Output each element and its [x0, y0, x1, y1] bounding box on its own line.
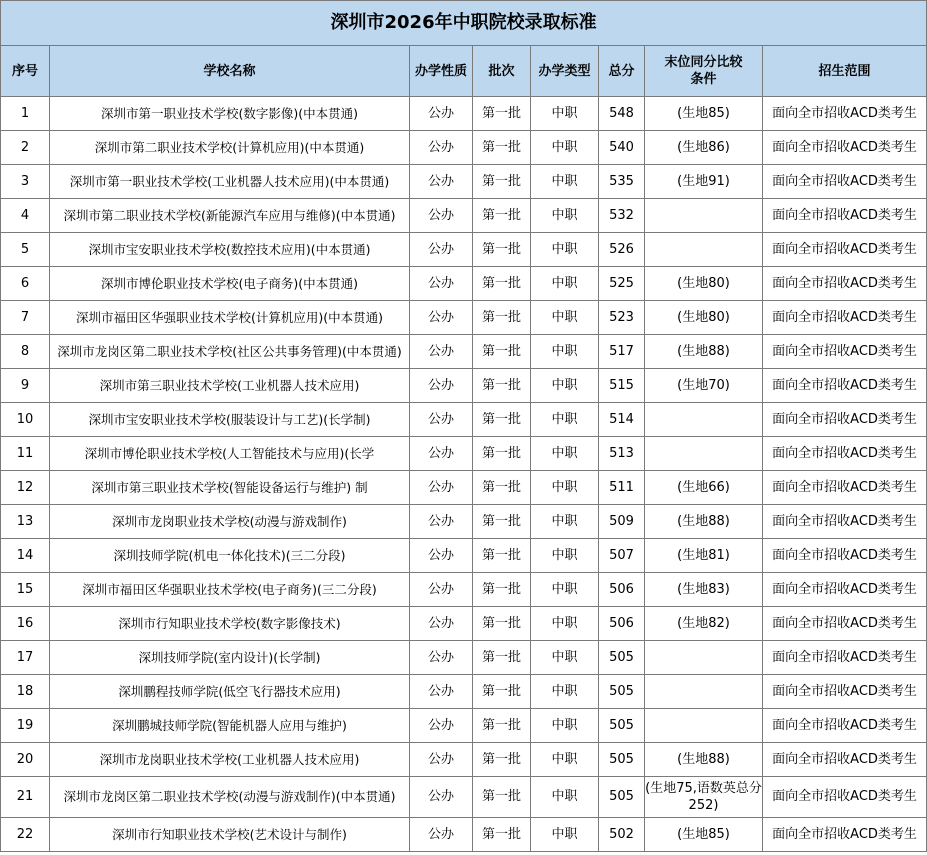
cell-total: 505	[599, 743, 645, 777]
cell-batch: 第一批	[473, 607, 531, 641]
cell-scope: 面向全市招收ACD类考生	[763, 165, 927, 199]
cell-type: 中职	[531, 131, 599, 165]
cell-total: 526	[599, 233, 645, 267]
cell-batch: 第一批	[473, 165, 531, 199]
cell-type: 中职	[531, 301, 599, 335]
cell-nature: 公办	[410, 97, 473, 131]
cell-condition	[645, 199, 763, 233]
cell-condition	[645, 233, 763, 267]
cell-batch: 第一批	[473, 335, 531, 369]
cell-condition: (生地81)	[645, 539, 763, 573]
cell-scope: 面向全市招收ACD类考生	[763, 131, 927, 165]
cell-batch: 第一批	[473, 709, 531, 743]
cell-condition: (生地88)	[645, 743, 763, 777]
cell-scope: 面向全市招收ACD类考生	[763, 301, 927, 335]
cell-seq: 20	[1, 743, 50, 777]
cell-school: 深圳市博伦职业技术学校(人工智能技术与应用)(长学	[50, 437, 410, 471]
cell-batch: 第一批	[473, 437, 531, 471]
cell-type: 中职	[531, 641, 599, 675]
cell-scope: 面向全市招收ACD类考生	[763, 335, 927, 369]
cell-school: 深圳市第一职业技术学校(工业机器人技术应用)(中本贯通)	[50, 165, 410, 199]
table-row	[1, 267, 927, 301]
cell-total: 515	[599, 369, 645, 403]
cell-total: 511	[599, 471, 645, 505]
cell-condition	[645, 403, 763, 437]
cell-total: 505	[599, 777, 645, 818]
cell-type: 中职	[531, 505, 599, 539]
table-row	[1, 709, 927, 743]
cell-school: 深圳技师学院(室内设计)(长学制)	[50, 641, 410, 675]
cell-school: 深圳技师学院(机电一体化技术)(三二分段)	[50, 539, 410, 573]
cell-scope: 面向全市招收ACD类考生	[763, 675, 927, 709]
table-row	[1, 97, 927, 131]
cell-type: 中职	[531, 743, 599, 777]
cell-school: 深圳市行知职业技术学校(艺术设计与制作)	[50, 818, 410, 852]
table-row	[1, 641, 927, 675]
cell-nature: 公办	[410, 505, 473, 539]
table-row	[1, 369, 927, 403]
cell-condition: (生地88)	[645, 505, 763, 539]
cell-nature: 公办	[410, 641, 473, 675]
cell-total: 502	[599, 818, 645, 852]
cell-batch: 第一批	[473, 301, 531, 335]
cell-type: 中职	[531, 709, 599, 743]
cell-seq: 10	[1, 403, 50, 437]
cell-scope: 面向全市招收ACD类考生	[763, 267, 927, 301]
cell-scope: 面向全市招收ACD类考生	[763, 573, 927, 607]
cell-condition	[645, 437, 763, 471]
table-row	[1, 777, 927, 818]
cell-total: 517	[599, 335, 645, 369]
cell-school: 深圳市第三职业技术学校(智能设备运行与维护) 制	[50, 471, 410, 505]
cell-condition: (生地80)	[645, 267, 763, 301]
cell-total: 548	[599, 97, 645, 131]
cell-school: 深圳市福田区华强职业技术学校(计算机应用)(中本贯通)	[50, 301, 410, 335]
cell-school: 深圳市第二职业技术学校(计算机应用)(中本贯通)	[50, 131, 410, 165]
cell-type: 中职	[531, 233, 599, 267]
cell-scope: 面向全市招收ACD类考生	[763, 743, 927, 777]
cell-nature: 公办	[410, 301, 473, 335]
cell-condition	[645, 675, 763, 709]
table-row	[1, 743, 927, 777]
cell-total: 532	[599, 199, 645, 233]
cell-type: 中职	[531, 607, 599, 641]
cell-batch: 第一批	[473, 199, 531, 233]
table-row	[1, 165, 927, 199]
header-total: 总分	[599, 46, 645, 97]
cell-total: 507	[599, 539, 645, 573]
header-batch: 批次	[473, 46, 531, 97]
cell-nature: 公办	[410, 165, 473, 199]
cell-batch: 第一批	[473, 573, 531, 607]
cell-batch: 第一批	[473, 539, 531, 573]
cell-total: 505	[599, 709, 645, 743]
cell-condition: (生地75,语数英总分252)	[645, 777, 763, 818]
table-row	[1, 131, 927, 165]
cell-school: 深圳市行知职业技术学校(数字影像技术)	[50, 607, 410, 641]
cell-seq: 15	[1, 573, 50, 607]
cell-school: 深圳市龙岗职业技术学校(动漫与游戏制作)	[50, 505, 410, 539]
cell-school: 深圳市第一职业技术学校(数字影像)(中本贯通)	[50, 97, 410, 131]
cell-nature: 公办	[410, 335, 473, 369]
cell-nature: 公办	[410, 709, 473, 743]
cell-seq: 18	[1, 675, 50, 709]
cell-nature: 公办	[410, 818, 473, 852]
cell-seq: 21	[1, 777, 50, 818]
cell-condition: (生地70)	[645, 369, 763, 403]
cell-type: 中职	[531, 573, 599, 607]
cell-condition	[645, 641, 763, 675]
cell-school: 深圳市第二职业技术学校(新能源汽车应用与维修)(中本贯通)	[50, 199, 410, 233]
cell-batch: 第一批	[473, 505, 531, 539]
cell-school: 深圳市龙岗职业技术学校(工业机器人技术应用)	[50, 743, 410, 777]
cell-batch: 第一批	[473, 403, 531, 437]
cell-total: 509	[599, 505, 645, 539]
cell-seq: 5	[1, 233, 50, 267]
header-condition: 末位同分比较条件	[645, 46, 763, 97]
cell-school: 深圳市博伦职业技术学校(电子商务)(中本贯通)	[50, 267, 410, 301]
cell-type: 中职	[531, 539, 599, 573]
cell-scope: 面向全市招收ACD类考生	[763, 505, 927, 539]
cell-seq: 1	[1, 97, 50, 131]
cell-scope: 面向全市招收ACD类考生	[763, 199, 927, 233]
cell-seq: 22	[1, 818, 50, 852]
cell-nature: 公办	[410, 743, 473, 777]
cell-scope: 面向全市招收ACD类考生	[763, 539, 927, 573]
cell-type: 中职	[531, 403, 599, 437]
cell-condition: (生地83)	[645, 573, 763, 607]
cell-type: 中职	[531, 267, 599, 301]
table-row	[1, 505, 927, 539]
cell-school: 深圳市龙岗区第二职业技术学校(动漫与游戏制作)(中本贯通)	[50, 777, 410, 818]
cell-type: 中职	[531, 199, 599, 233]
cell-type: 中职	[531, 369, 599, 403]
table-row	[1, 675, 927, 709]
cell-scope: 面向全市招收ACD类考生	[763, 777, 927, 818]
cell-total: 535	[599, 165, 645, 199]
cell-seq: 11	[1, 437, 50, 471]
cell-nature: 公办	[410, 675, 473, 709]
cell-nature: 公办	[410, 539, 473, 573]
table-row	[1, 471, 927, 505]
cell-batch: 第一批	[473, 471, 531, 505]
table-row	[1, 301, 927, 335]
cell-school: 深圳市宝安职业技术学校(数控技术应用)(中本贯通)	[50, 233, 410, 267]
cell-seq: 13	[1, 505, 50, 539]
table-row	[1, 437, 927, 471]
cell-seq: 16	[1, 607, 50, 641]
cell-nature: 公办	[410, 607, 473, 641]
cell-seq: 9	[1, 369, 50, 403]
cell-batch: 第一批	[473, 369, 531, 403]
cell-total: 513	[599, 437, 645, 471]
cell-batch: 第一批	[473, 131, 531, 165]
table-row	[1, 818, 927, 852]
header-type: 办学类型	[531, 46, 599, 97]
cell-scope: 面向全市招收ACD类考生	[763, 369, 927, 403]
cell-condition: (生地85)	[645, 818, 763, 852]
cell-batch: 第一批	[473, 818, 531, 852]
cell-type: 中职	[531, 335, 599, 369]
cell-batch: 第一批	[473, 267, 531, 301]
cell-seq: 14	[1, 539, 50, 573]
cell-type: 中职	[531, 675, 599, 709]
cell-seq: 19	[1, 709, 50, 743]
header-scope: 招生范围	[763, 46, 927, 97]
cell-batch: 第一批	[473, 743, 531, 777]
cell-scope: 面向全市招收ACD类考生	[763, 233, 927, 267]
cell-seq: 12	[1, 471, 50, 505]
header-row	[1, 46, 927, 97]
cell-school: 深圳市第三职业技术学校(工业机器人技术应用)	[50, 369, 410, 403]
table-title: 深圳市2026年中职院校录取标准	[1, 1, 927, 46]
table-row	[1, 539, 927, 573]
cell-batch: 第一批	[473, 675, 531, 709]
cell-scope: 面向全市招收ACD类考生	[763, 437, 927, 471]
cell-scope: 面向全市招收ACD类考生	[763, 607, 927, 641]
cell-condition: (生地85)	[645, 97, 763, 131]
cell-type: 中职	[531, 777, 599, 818]
cell-total: 514	[599, 403, 645, 437]
cell-total: 506	[599, 607, 645, 641]
cell-condition: (生地86)	[645, 131, 763, 165]
cell-seq: 6	[1, 267, 50, 301]
cell-nature: 公办	[410, 777, 473, 818]
cell-total: 505	[599, 675, 645, 709]
cell-type: 中职	[531, 97, 599, 131]
cell-scope: 面向全市招收ACD类考生	[763, 709, 927, 743]
cell-batch: 第一批	[473, 97, 531, 131]
cell-condition: (生地82)	[645, 607, 763, 641]
cell-batch: 第一批	[473, 233, 531, 267]
cell-batch: 第一批	[473, 777, 531, 818]
cell-type: 中职	[531, 437, 599, 471]
cell-school: 深圳市宝安职业技术学校(服装设计与工艺)(长学制)	[50, 403, 410, 437]
cell-condition: (生地80)	[645, 301, 763, 335]
header-seq: 序号	[1, 46, 50, 97]
cell-seq: 17	[1, 641, 50, 675]
table-row	[1, 403, 927, 437]
cell-seq: 8	[1, 335, 50, 369]
cell-scope: 面向全市招收ACD类考生	[763, 818, 927, 852]
cell-scope: 面向全市招收ACD类考生	[763, 403, 927, 437]
cell-condition: (生地66)	[645, 471, 763, 505]
cell-school: 深圳鹏城技师学院(智能机器人应用与维护)	[50, 709, 410, 743]
table-row	[1, 335, 927, 369]
cell-condition	[645, 709, 763, 743]
cell-type: 中职	[531, 165, 599, 199]
cell-school: 深圳市福田区华强职业技术学校(电子商务)(三二分段)	[50, 573, 410, 607]
title-row	[1, 1, 927, 46]
table-row	[1, 233, 927, 267]
cell-total: 525	[599, 267, 645, 301]
cell-type: 中职	[531, 818, 599, 852]
cell-nature: 公办	[410, 437, 473, 471]
cell-condition: (生地88)	[645, 335, 763, 369]
cell-nature: 公办	[410, 233, 473, 267]
cell-nature: 公办	[410, 369, 473, 403]
cell-scope: 面向全市招收ACD类考生	[763, 641, 927, 675]
cell-type: 中职	[531, 471, 599, 505]
table-row	[1, 607, 927, 641]
cell-nature: 公办	[410, 199, 473, 233]
header-nature: 办学性质	[410, 46, 473, 97]
cell-total: 540	[599, 131, 645, 165]
header-school: 学校名称	[50, 46, 410, 97]
cell-school: 深圳鹏程技师学院(低空飞行器技术应用)	[50, 675, 410, 709]
cell-nature: 公办	[410, 403, 473, 437]
cell-seq: 7	[1, 301, 50, 335]
cell-seq: 3	[1, 165, 50, 199]
cell-school: 深圳市龙岗区第二职业技术学校(社区公共事务管理)(中本贯通)	[50, 335, 410, 369]
table-row	[1, 573, 927, 607]
cell-total: 506	[599, 573, 645, 607]
cell-nature: 公办	[410, 131, 473, 165]
cell-seq: 4	[1, 199, 50, 233]
cell-scope: 面向全市招收ACD类考生	[763, 471, 927, 505]
cell-scope: 面向全市招收ACD类考生	[763, 97, 927, 131]
cell-nature: 公办	[410, 573, 473, 607]
cell-nature: 公办	[410, 471, 473, 505]
cell-total: 505	[599, 641, 645, 675]
cell-condition: (生地91)	[645, 165, 763, 199]
cell-seq: 2	[1, 131, 50, 165]
cell-total: 523	[599, 301, 645, 335]
cell-nature: 公办	[410, 267, 473, 301]
cell-batch: 第一批	[473, 641, 531, 675]
table-row	[1, 199, 927, 233]
